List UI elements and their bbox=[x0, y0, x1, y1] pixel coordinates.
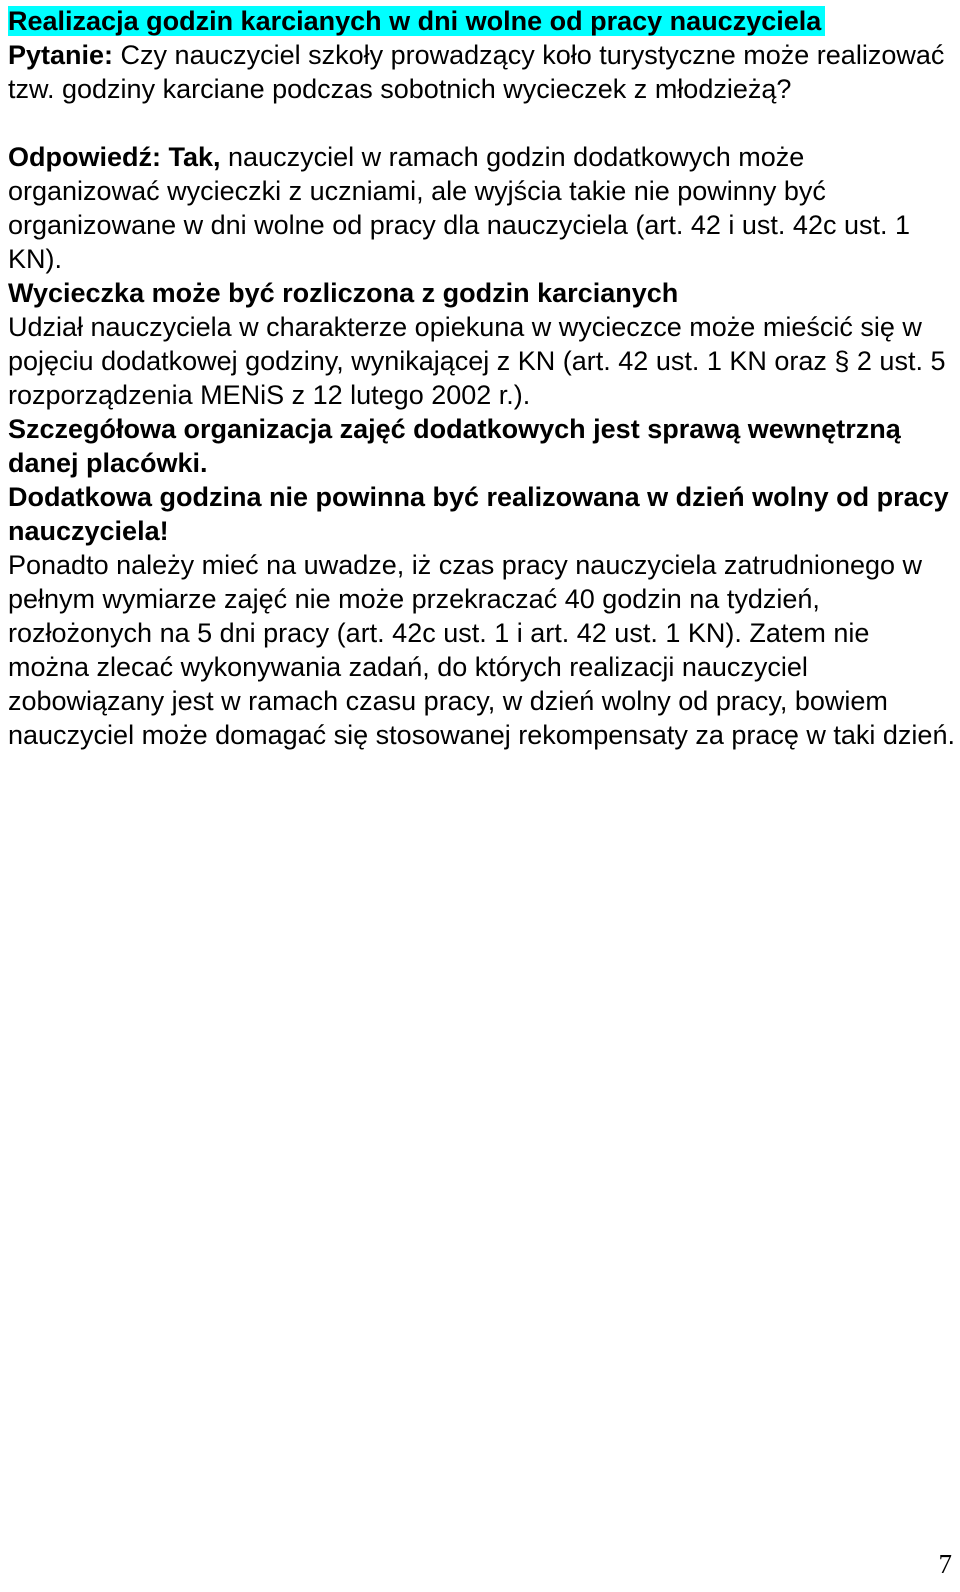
trip-paragraph: Udział nauczyciela w charakterze opiekuna w wycieczce może mieścić się w pojęciu dodatkowej godziny, wynikającej z KN (art. 42 ust. 1 KN oraz § 2 ust. 5 rozporządzenia MENiS z 12 lutego 2002 r.). bbox=[8, 312, 946, 410]
document-body bbox=[8, 4, 956, 752]
question-text: Czy nauczyciel szkoły prowadzący koło turystyczne może realizować tzw. godziny karciane podczas sobotnich wycieczek z młodzieżą? bbox=[8, 40, 945, 104]
trip-heading: Wycieczka może być rozliczona z godzin karcianych bbox=[8, 278, 679, 308]
paragraph-spacer bbox=[8, 106, 956, 140]
document-title: Realizacja godzin karcianych w dni wolne od pracy nauczyciela bbox=[8, 6, 825, 36]
answer-paragraph bbox=[8, 140, 956, 276]
day-off-statement: Dodatkowa godzina nie powinna być realizowana w dzień wolny od pracy nauczyciela! bbox=[8, 482, 949, 546]
answer-label: Odpowiedź: Tak, bbox=[8, 142, 221, 172]
working-time-paragraph: Ponadto należy mieć na uwadze, iż czas pracy nauczyciela zatrudnionego w pełnym wymiarze zajęć nie może przekraczać 40 godzin na tydzień, rozłożonych na 5 dni pracy (art. 42c ust. 1 i art. 42 ust. 1 KN). Zatem nie można zlecać wykonywania zadań, do których realizacji nauczyciel zobowiązany jest w ramach czasu pracy, w dzień wolny od pracy, bowiem nauczyciel może domagać się stosowanej rekompensaty za pracę w taki dzień. bbox=[8, 550, 955, 750]
question-label: Pytanie: bbox=[8, 40, 114, 70]
title-line bbox=[8, 4, 956, 38]
question-paragraph bbox=[8, 38, 956, 106]
answer-text: nauczyciel w ramach godzin dodatkowych może organizować wycieczki z uczniami, ale wyjścia takie nie powinny być organizowane w dni wolne od pracy dla nauczyciela (art. 42 i ust. 42c ust. 1 KN). bbox=[8, 142, 910, 274]
organization-statement: Szczegółowa organizacja zajęć dodatkowych jest sprawą wewnętrzną danej placówki. bbox=[8, 414, 901, 478]
page-number: 7 bbox=[938, 1549, 952, 1579]
